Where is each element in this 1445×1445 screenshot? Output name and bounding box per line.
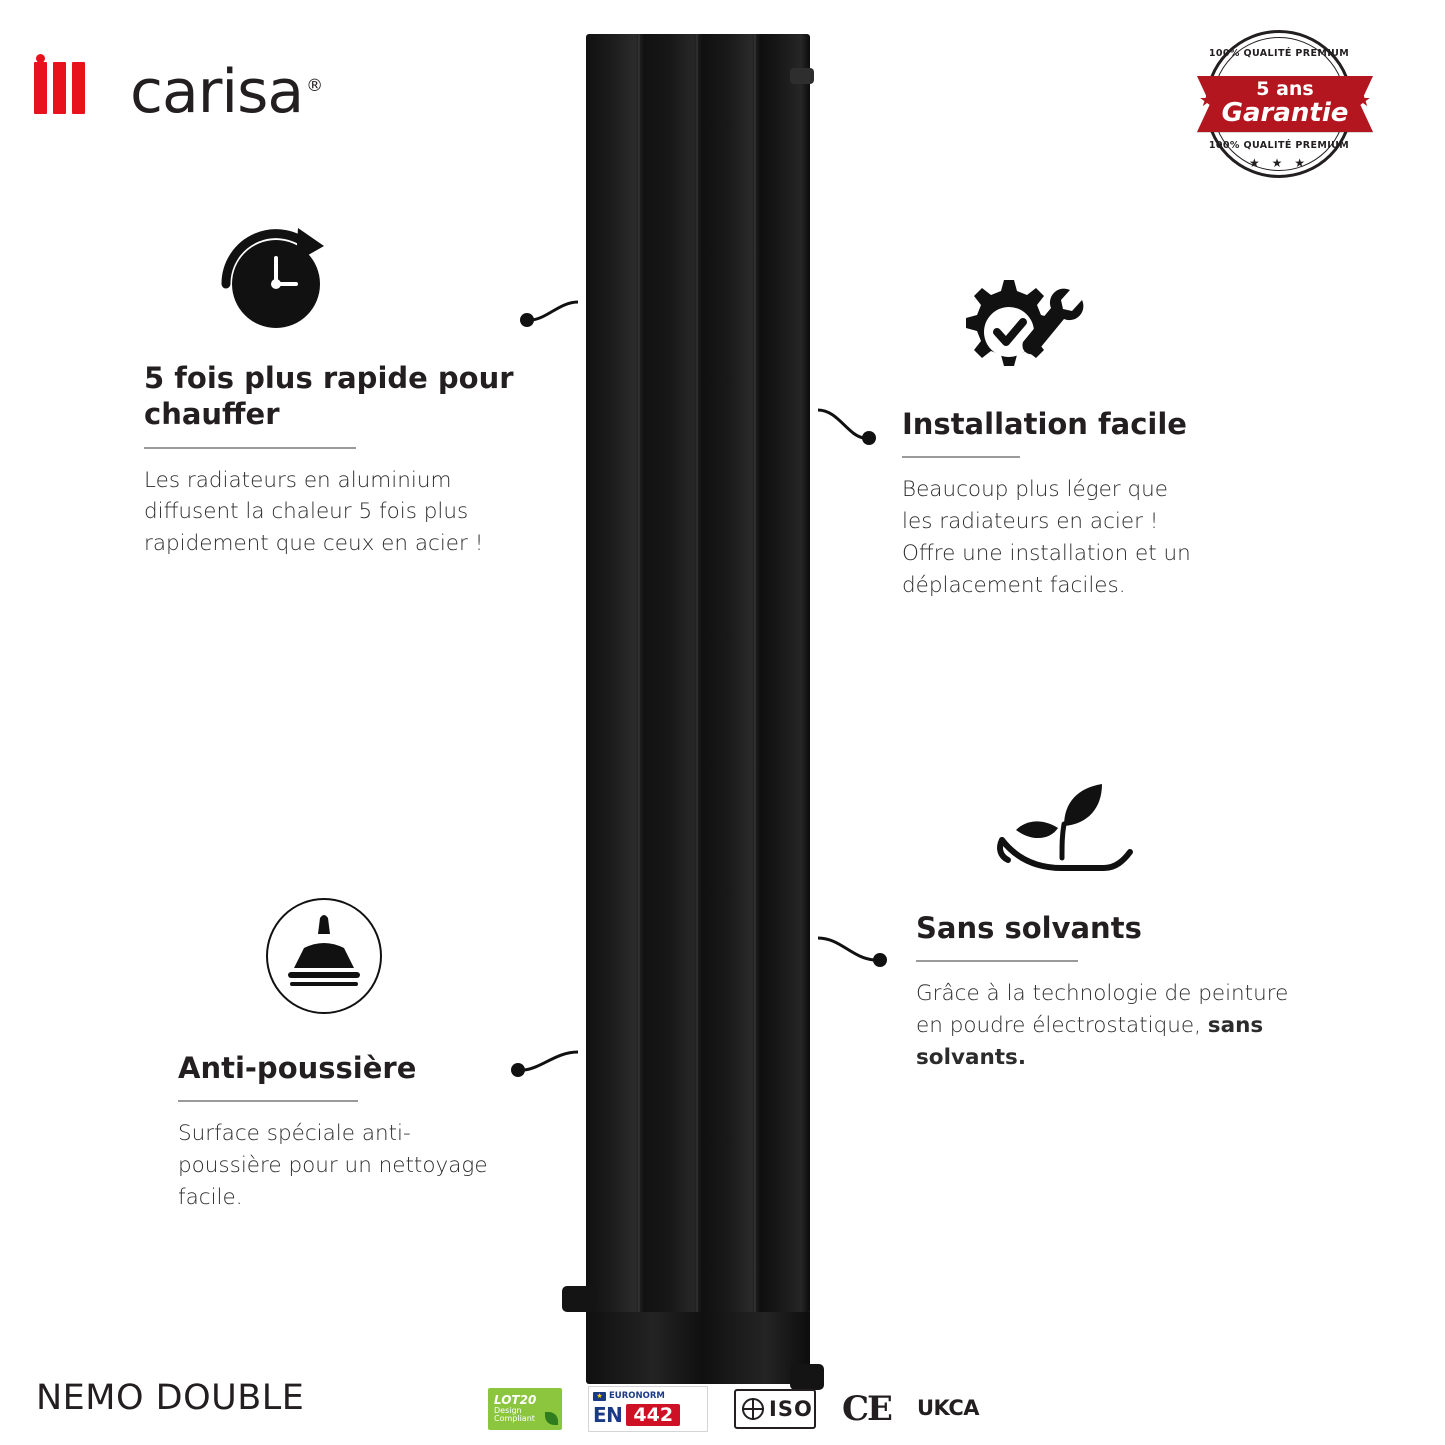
logo-mark-icon: [34, 48, 120, 118]
cert-lot20-badge: [488, 1388, 562, 1430]
product-name: NEMO DOUBLE: [36, 1378, 305, 1418]
cert-lot20-line2: Design: [494, 1405, 522, 1415]
radiator-body: [586, 34, 810, 1314]
ribbon-star-right-icon: ★: [1354, 90, 1371, 111]
feature-solvent-body-text: Grâce à la technologie de peinture en poudre électrostatique,: [916, 981, 1289, 1039]
registered-mark: ®: [306, 76, 323, 96]
cert-en442-number: 442: [626, 1404, 680, 1426]
certification-row: [488, 1386, 979, 1432]
badge-top-text: 100% QUALITÉ PREMIUM: [1208, 48, 1350, 59]
feature-speed-divider: [144, 447, 356, 449]
radiator-valve-cap: [790, 68, 814, 84]
cert-en442-eu-label: EURONORM: [609, 1391, 665, 1401]
feature-install-divider: [902, 456, 1020, 458]
feature-solvent-body-emphasis: sans solvants.: [916, 1013, 1264, 1070]
brand-logo: [34, 48, 323, 127]
cert-lot20-line1: LOT20: [494, 1392, 537, 1407]
cert-iso-badge: [734, 1389, 816, 1429]
feature-dust: [178, 1050, 508, 1214]
gear-wrench-check-icon: [952, 272, 1092, 396]
feature-solvent-title: Sans solvants: [916, 911, 1142, 945]
feature-speed-body: Les radiateurs en aluminium diffusent la chaleur 5 fois plus rapidement que ceux en acier !: [144, 467, 484, 557]
globe-icon: [742, 1398, 764, 1420]
feature-dust-divider: [178, 1100, 358, 1102]
hand-plant-icon: [992, 762, 1142, 886]
cert-en442-badge: [588, 1386, 708, 1432]
feature-solvent-body: [916, 978, 1296, 1073]
radiator-lower: [586, 1312, 810, 1384]
cert-iso-label: ISO: [769, 1397, 813, 1421]
cert-en442-en: EN: [593, 1403, 623, 1427]
feature-solvent: [916, 910, 1296, 1074]
radiator-connector-left: [562, 1286, 596, 1312]
feature-install-title: Installation facile: [902, 407, 1187, 441]
clock-fast-icon: [206, 212, 346, 346]
feature-dust-title: Anti-poussière: [178, 1051, 417, 1085]
leaf-icon: [545, 1412, 558, 1425]
dust-brush-icon: [264, 894, 384, 1022]
feature-dust-body: Surface spéciale anti-poussière pour un nettoyage facile.: [178, 1121, 488, 1210]
badge-stars-icon: ★ ★ ★: [1249, 156, 1309, 170]
eu-flag-icon: ★: [593, 1392, 606, 1401]
badge-warranty-label: Garantie: [1221, 98, 1349, 129]
product-image: [578, 34, 818, 1334]
feature-speed-title: 5 fois plus rapide pour chauffer: [144, 361, 514, 432]
feature-speed: [144, 360, 524, 560]
brand-name: carisa ®: [130, 57, 323, 127]
ribbon-star-left-icon: ★: [1199, 90, 1216, 111]
badge-bottom-text: 100% QUALITÉ PREMIUM: [1208, 140, 1350, 151]
cert-ce-mark: CE: [842, 1389, 891, 1429]
cert-ukca-mark: UKCA: [916, 1396, 980, 1421]
cert-lot20-line3: Compliant: [494, 1414, 535, 1424]
badge-years: 5 ans: [1256, 78, 1314, 101]
feature-install-body: Beaucoup plus léger que les radiateurs en acier ! Offre une installation et un déplacement faciles.: [902, 477, 1191, 598]
badge-ribbon: [1197, 76, 1373, 132]
feature-solvent-divider: [916, 960, 1078, 962]
feature-install: [902, 406, 1202, 602]
guarantee-badge: [1197, 22, 1373, 182]
